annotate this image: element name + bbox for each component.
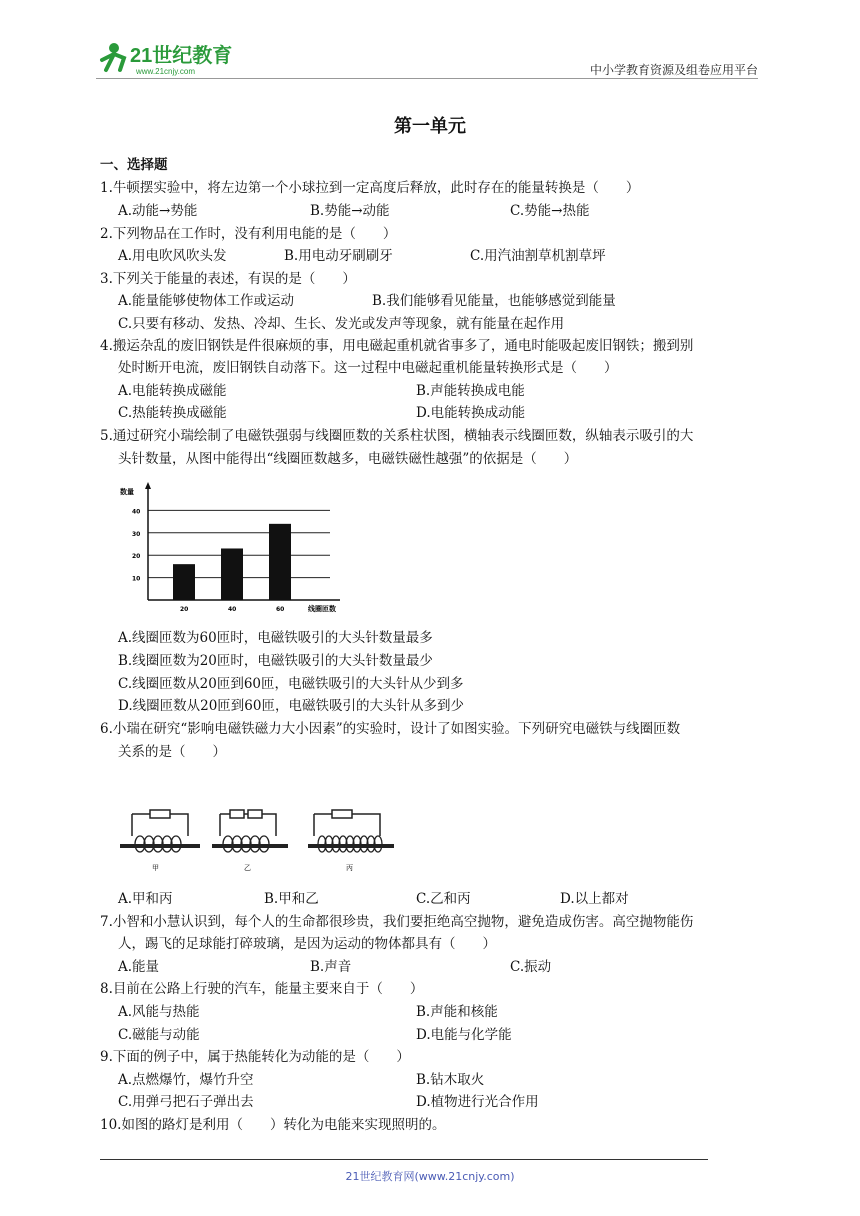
header-tagline: 中小学教育资源及组卷应用平台	[589, 63, 758, 77]
q1-option-a: A.动能→势能	[118, 203, 198, 219]
circuit-label-yi: 乙	[244, 864, 251, 872]
x-axis-label: 线圈匝数	[308, 605, 336, 613]
q6-option-c: C.乙和丙	[416, 891, 471, 907]
x-tick-label: 60	[276, 606, 285, 613]
q4-stem-2: 处时断开电流，废旧钢铁自动落下。这一过程中电磁起重机能量转换形式是（ ）	[118, 360, 618, 376]
q4-option-c: C.热能转换成磁能	[118, 405, 227, 421]
bar	[269, 524, 291, 600]
q6-option-b: B.甲和乙	[264, 891, 319, 907]
y-tick-label: 40	[132, 508, 141, 516]
bar	[221, 548, 243, 600]
q7-option-a: A.能量	[118, 959, 160, 975]
q8-option-b: B.声能和核能	[416, 1004, 498, 1020]
q7-option-b: B.声音	[310, 959, 352, 975]
q9-stem: 9.下面的例子中，属于热能转化为动能的是（ ）	[100, 1049, 410, 1065]
q2-option-c: C.用汽油割草机割草坪	[470, 248, 606, 264]
logo-text: 21世纪教育	[130, 45, 233, 67]
q3-stem: 3.下列关于能量的表述，有误的是（ ）	[100, 271, 356, 287]
q6-circuit-diagrams	[118, 800, 398, 884]
logo-url: www.21cnjy.com	[136, 67, 195, 76]
q7-option-c: C.振动	[510, 959, 552, 975]
q5-bar-chart	[118, 480, 358, 624]
x-tick-label: 20	[180, 606, 189, 613]
q2-option-a: A.用电吹风吹头发	[118, 248, 227, 264]
q4-option-a: A.电能转换成磁能	[118, 383, 227, 399]
site-logo	[96, 38, 256, 78]
q4-option-d: D.电能转换成动能	[416, 405, 526, 421]
circuit-yi	[212, 810, 288, 872]
q6-option-d: D.以上都对	[560, 891, 629, 907]
q6-stem-1: 6.小瑞在研究“影响电磁铁磁力大小因素”的实验时，设计了如图实验。下列研究电磁铁与线圈匝数	[100, 721, 681, 737]
q7-stem-1: 7.小智和小慧认识到，每个人的生命都很珍贵，我们要拒绝高空抛物，避免造成伤害。高空抛物能伤	[100, 914, 694, 930]
q9-option-d: D.植物进行光合作用	[416, 1094, 539, 1110]
q1-option-b: B.势能→动能	[310, 203, 390, 219]
q8-option-a: A.风能与热能	[118, 1004, 200, 1020]
q8-option-c: C.磁能与动能	[118, 1027, 200, 1043]
q6-option-a: A.甲和丙	[118, 891, 173, 907]
q6-stem-2: 关系的是（ ）	[118, 744, 226, 760]
q5-option-d: D.线圈匝数从20匝到60匝，电磁铁吸引的大头针从多到少	[118, 698, 464, 714]
circuit-jia	[120, 810, 200, 872]
q9-option-a: A.点燃爆竹，爆竹升空	[118, 1072, 254, 1088]
q9-option-c: C.用弹弓把石子弹出去	[118, 1094, 254, 1110]
y-tick-label: 30	[132, 530, 141, 538]
footer-text: 21世纪教育网(www.21cnjy.com)	[345, 1170, 515, 1183]
q3-option-b: B.我们能够看见能量，也能够感觉到能量	[372, 293, 616, 309]
circuit-label-jia: 甲	[152, 864, 159, 872]
q5-stem-1: 5.通过研究小瑞绘制了电磁铁强弱与线圈匝数的关系柱状图，横轴表示线圈匝数，纵轴表示吸引的大	[100, 428, 694, 444]
section-heading: 一、选择题	[100, 157, 168, 173]
y-axis-arrow	[145, 482, 151, 489]
q10-stem: 10.如图的路灯是利用（ ）转化为电能来实现照明的。	[100, 1117, 446, 1133]
q5-option-a: A.线圈匝数为60匝时，电磁铁吸引的大头针数量最多	[118, 630, 433, 646]
q2-stem: 2.下列物品在工作时，没有利用电能的是（ ）	[100, 226, 397, 242]
q5-stem-2: 头针数量，从图中能得出“线圈匝数越多，电磁铁磁性越强”的依据是（ ）	[118, 451, 578, 467]
x-tick-label: 40	[228, 606, 237, 613]
y-tick-label: 10	[132, 575, 141, 583]
header-divider	[96, 78, 758, 79]
q4-option-b: B.声能转换成电能	[416, 383, 525, 399]
q7-stem-2: 人，踢飞的足球能打碎玻璃，是因为运动的物体都具有（ ）	[118, 936, 496, 952]
q1-stem: 1.牛顿摆实验中，将左边第一个小球拉到一定高度后释放，此时存在的能量转换是（ ）	[100, 180, 640, 196]
q4-stem-1: 4.搬运杂乱的废旧钢铁是件很麻烦的事，用电磁起重机就省事多了，通电时能吸起废旧钢铁；搬到别	[100, 338, 694, 354]
q1-option-c: C.势能→热能	[510, 203, 590, 219]
y-tick-label: 20	[132, 553, 141, 561]
q8-option-d: D.电能与化学能	[416, 1027, 512, 1043]
page-title: 第一单元	[394, 116, 466, 137]
bar	[173, 564, 195, 600]
circuit-bing	[308, 810, 394, 872]
q3-option-c: C.只要有移动、发热、冷却、生长、发光或发声等现象，就有能量在起作用	[118, 316, 565, 332]
q8-stem: 8.目前在公路上行驶的汽车，能量主要来自于（ ）	[100, 981, 424, 997]
footer-divider	[100, 1159, 708, 1160]
y-axis-label: 数量	[120, 488, 134, 496]
q5-option-b: B.线圈匝数为20匝时，电磁铁吸引的大头针数量最少	[118, 653, 433, 669]
q2-option-b: B.用电动牙刷刷牙	[284, 248, 393, 264]
q5-option-c: C.线圈匝数从20匝到60匝，电磁铁吸引的大头针从少到多	[118, 676, 464, 692]
circuit-label-bing: 丙	[346, 864, 353, 872]
q9-option-b: B.钻木取火	[416, 1072, 485, 1088]
q3-option-a: A.能量能够使物体工作或运动	[118, 293, 295, 309]
